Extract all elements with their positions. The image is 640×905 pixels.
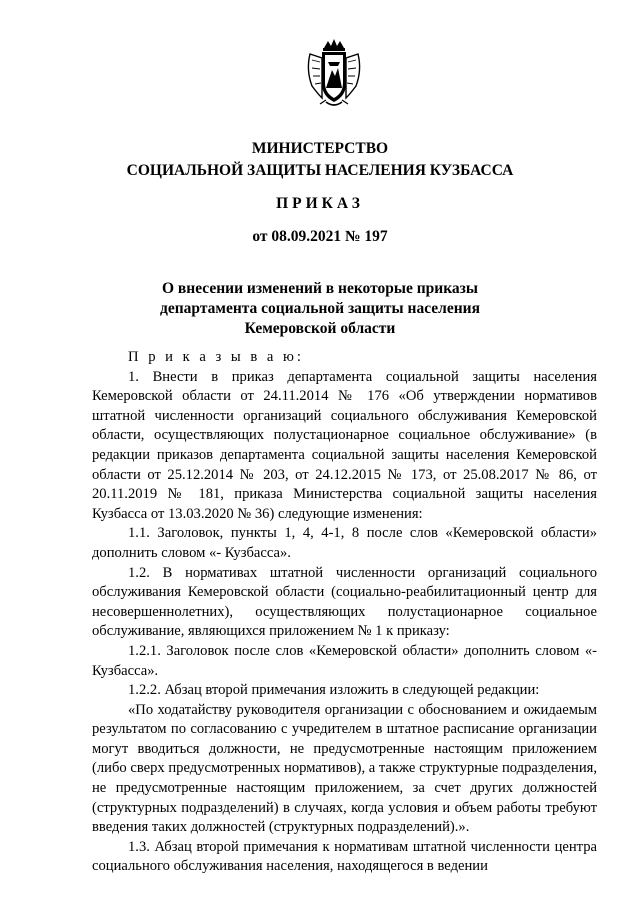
paragraph-1-2-1: 1.2.1. Заголовок после слов «Кемеровской области» дополнить словом «- Кузбасса». bbox=[92, 642, 597, 679]
document-date-number: от 08.09.2021 № 197 bbox=[252, 228, 388, 245]
subject-line2: департамента социальной защиты населения bbox=[160, 300, 480, 317]
ministry-title-line2: СОЦИАЛЬНОЙ ЗАЩИТЫ НАСЕЛЕНИЯ КУЗБАССА bbox=[126, 162, 514, 179]
paragraph-1: 1. Внести в приказ департамента социальной защиты населения Кемеровской области от 24.11.2014 № 176 «Об утверждении нормативов штатной численности организаций социального обслуживания Кемеровской области, осуществляющих полустационарное социальное обслуживание» (в редакции приказов департамента социальной защиты населения Кемеровской области от 25.12.2014 № 203, от 24.12.2015 № 173, от 25.08.2017 № 86, от 20.11.2019 № 181, приказа Министерства социальной защиты населения Кузбасса от 13.03.2020 № 36) следующие изменения: bbox=[92, 368, 597, 522]
document-type: ПРИКАЗ bbox=[276, 195, 364, 212]
coat-of-arms-icon bbox=[304, 38, 364, 110]
paragraph-1-1: 1.1. Заголовок, пункты 1, 4, 4-1, 8 после слов «Кемеровской области» дополнить словом «- Кузбасса». bbox=[92, 525, 597, 561]
paragraph-1-2-2: 1.2.2. Абзац второй примечания изложить в следующей редакции: bbox=[128, 682, 540, 699]
subject-line1: О внесении изменений в некоторые приказы bbox=[162, 280, 478, 297]
paragraph-1-3: 1.3. Абзац второй примечания к нормативам штатной численности центра социального обслуживания населения, находящегося в ведении bbox=[92, 838, 597, 875]
ministry-title-line1: МИНИСТЕРСТВО bbox=[251, 140, 389, 157]
paragraph-1-2: 1.2. В нормативах штатной численности организаций социального обслуживания Кемеровской области (социально-реабилитационный центр для несовершеннолетних), осуществляющих полустационарное социальное обслуживание, являющихся приложением № 1 к приказу: bbox=[92, 564, 597, 640]
document-subject bbox=[0, 279, 640, 339]
subject-line3: Кемеровской области bbox=[244, 320, 396, 337]
document-body bbox=[92, 348, 597, 877]
quoted-paragraph: «По ходатайству руководителя организации с обоснованием и ожидаемым результатом по согласованию с учредителем в штатное расписание организации могут вводиться должности, не предусмотренные настоящим приложением (либо сверх предусмотренных нормативов), а также структурные подразделения, не предусмотренные настоящим приложением, за счет других должностей (структурных подразделений) в случаях, когда условия и объем работы требуют введения таких должностей (структурных подразделений).». bbox=[92, 701, 597, 836]
order-opening: П р и к а з ы в а ю: bbox=[128, 349, 304, 365]
